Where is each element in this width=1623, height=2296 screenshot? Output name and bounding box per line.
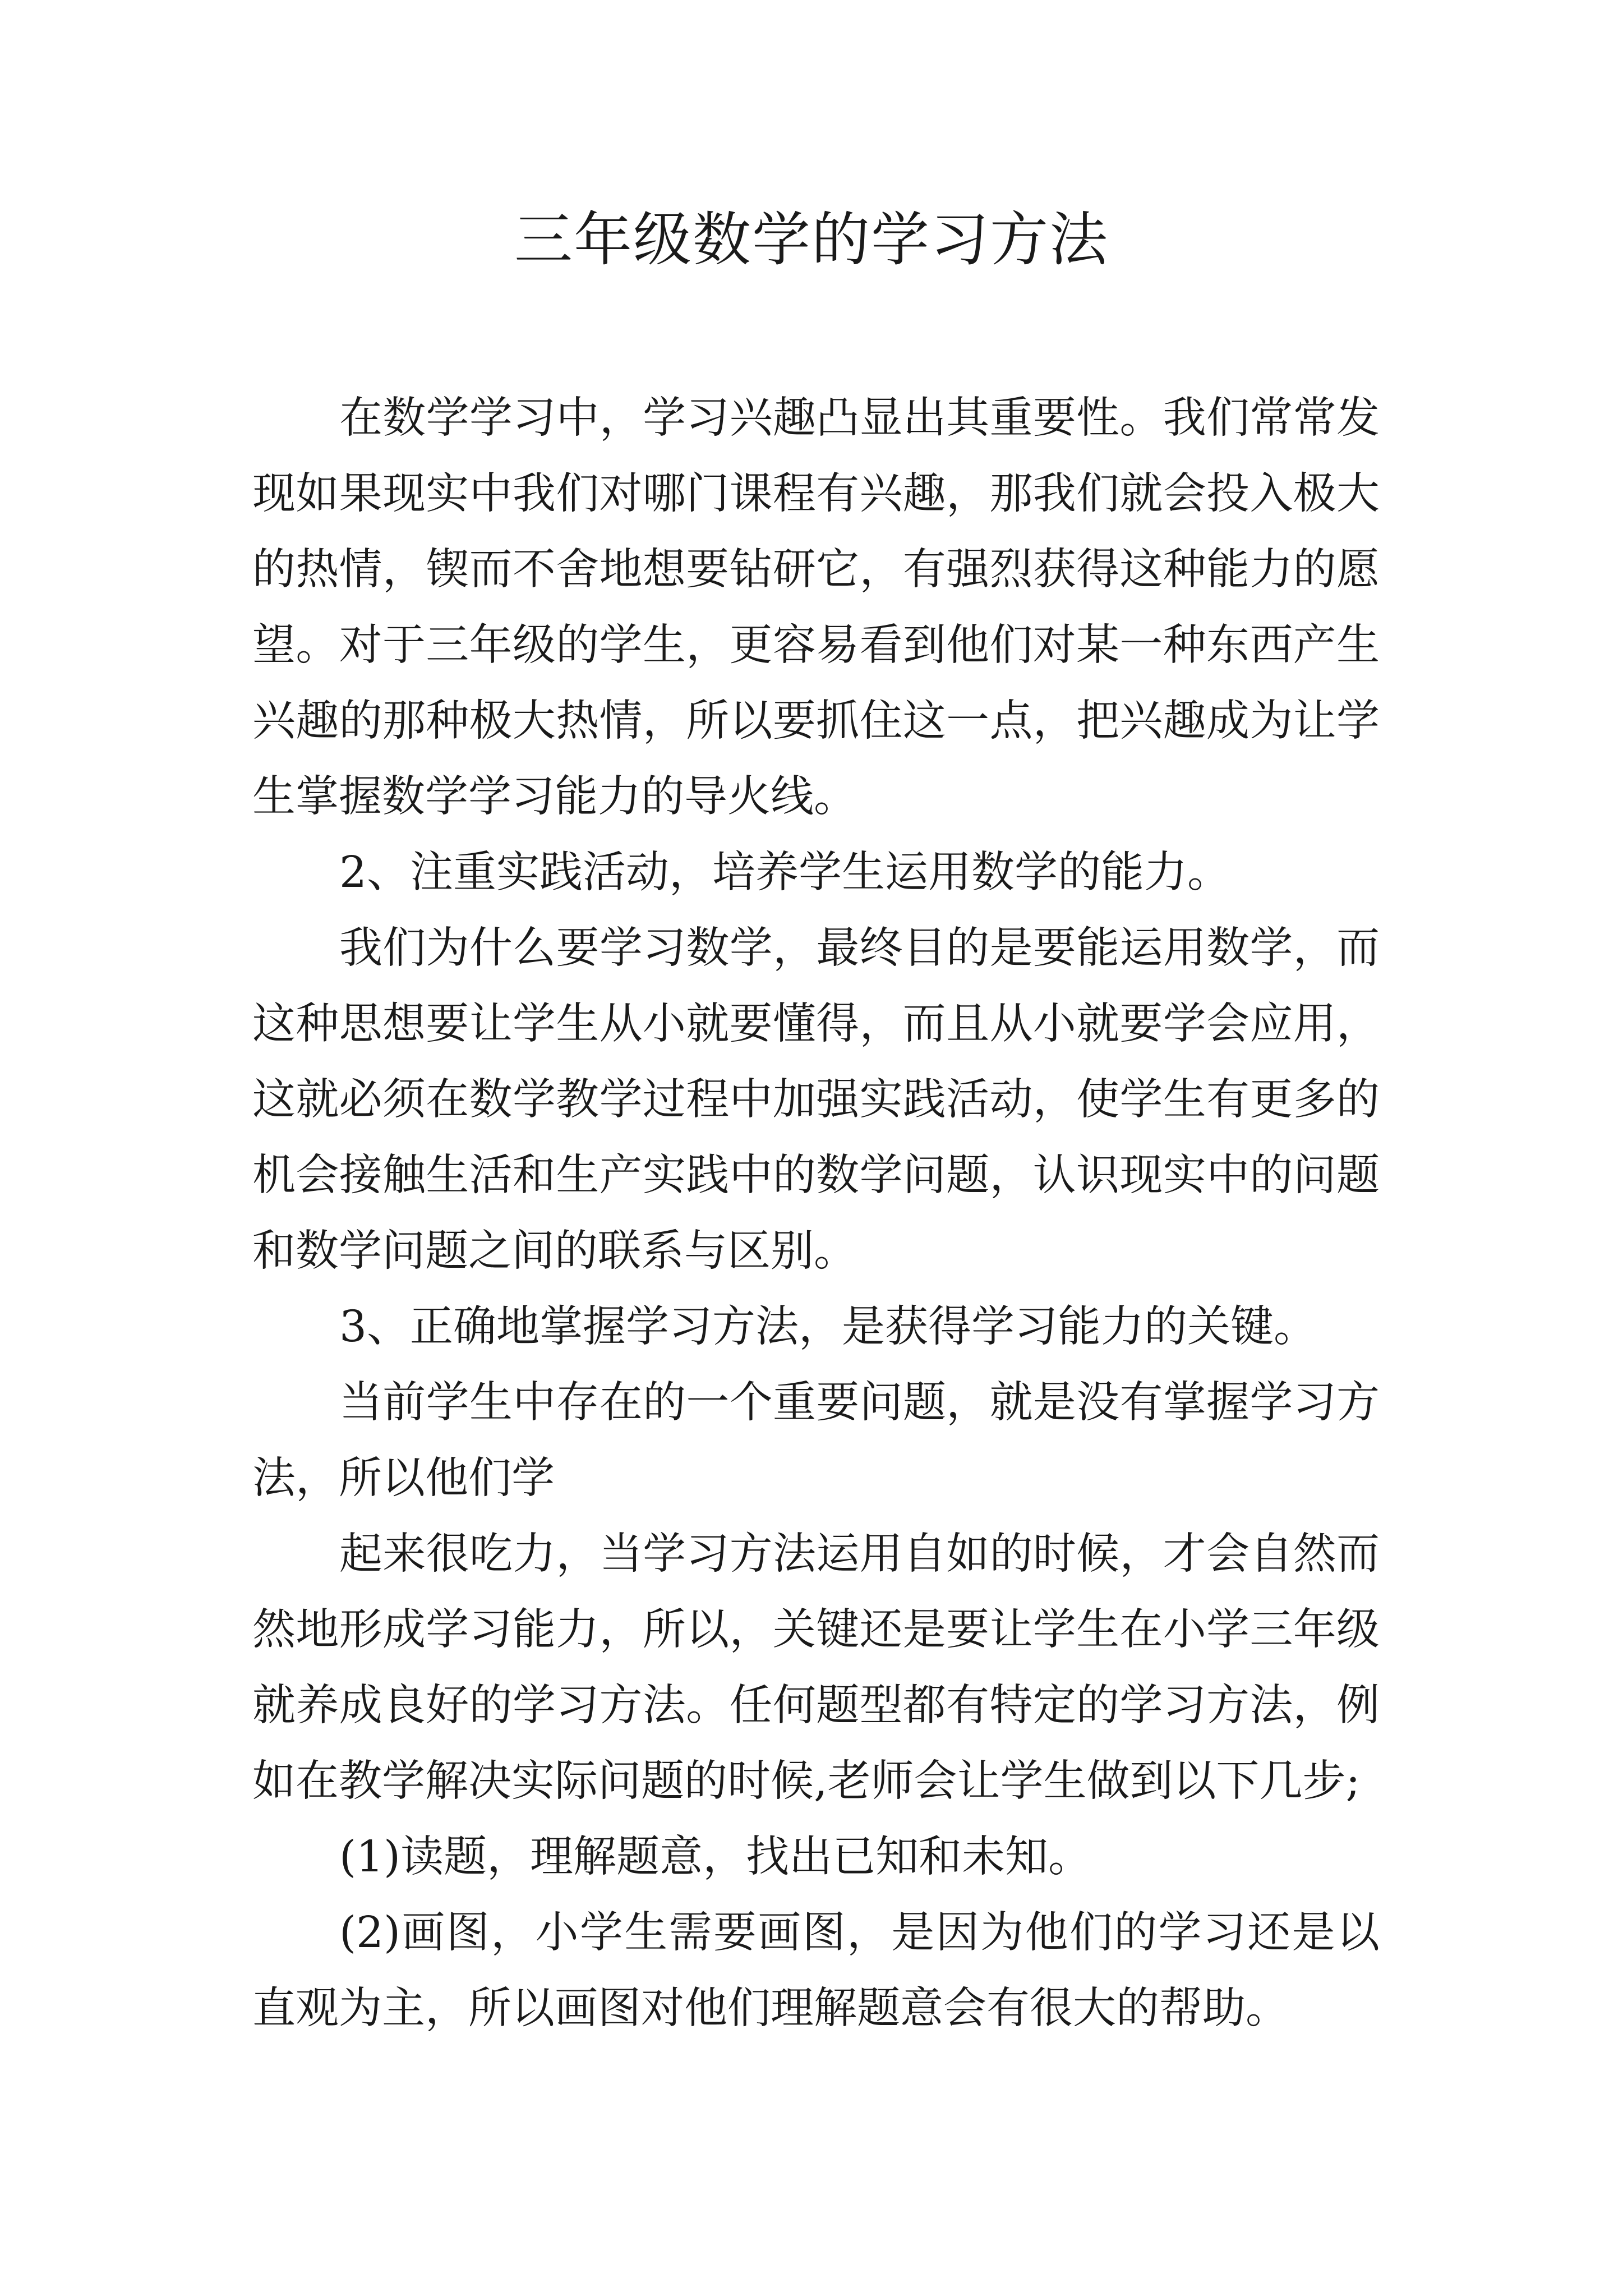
text-line: 直观为主，所以画图对他们理解题意会有很大的帮助。 — [252, 1984, 1289, 2033]
text-line: 我们为什么要学习数学，最终目的是要能运用数学，而 — [339, 923, 1380, 973]
text-line: 起来很吃力，当学习方法运用自如的时候，才会自然而 — [339, 1529, 1380, 1579]
list-item: (1)读题，理解题意，找出已知和未知。 — [339, 1832, 1092, 1882]
text-line: 当前学生中存在的一个重要问题，就是没有掌握学习方 — [339, 1378, 1380, 1428]
text-line: 法，所以他们学 — [252, 1453, 555, 1503]
text-line: 望。对于三年级的学生，更容易看到他们对某一种东西产生 — [252, 620, 1380, 670]
text-line: 这种思想要让学生从小就要懂得，而且从小就要学会应用， — [252, 999, 1380, 1049]
section-heading: 2、注重实践活动，培养学生运用数学的能力。 — [339, 848, 1230, 898]
text-line: 和数学问题之间的联系与区别。 — [252, 1226, 857, 1276]
text-line: 现如果现实中我们对哪门课程有兴趣，那我们就会投入极大 — [252, 469, 1380, 519]
list-item: (2)画图，小学生需要画图，是因为他们的学习还是以 — [339, 1908, 1380, 1958]
text-line: 然地形成学习能力，所以，关键还是要让学生在小学三年级 — [252, 1605, 1380, 1655]
text-line: 机会接触生活和生产实践中的数学问题，认识现实中的问题 — [252, 1151, 1380, 1200]
text-line: 兴趣的那种极大热情，所以要抓住这一点，把兴趣成为让学 — [252, 696, 1380, 746]
text-line: 这就必须在数学教学过程中加强实践活动，使学生有更多的 — [252, 1075, 1380, 1125]
text-line: 如在教学解决实际问题的时候,老师会让学生做到以下几步; — [252, 1756, 1361, 1806]
text-line: 在数学学习中，学习兴趣凸显出其重要性。我们常常发 — [339, 393, 1380, 443]
section-heading: 3、正确地掌握学习方法，是获得学习能力的关键。 — [339, 1302, 1317, 1352]
document-body — [252, 380, 1380, 2046]
text-line: 的热情，锲而不舍地想要钻研它，有强烈获得这种能力的愿 — [252, 545, 1380, 595]
document-title: 三年级数学的学习方法 — [514, 205, 1109, 274]
text-line: 就养成良好的学习方法。任何题型都有特定的学习方法，例 — [252, 1681, 1380, 1731]
text-line: 生掌握数学学习能力的导火线。 — [252, 772, 857, 822]
